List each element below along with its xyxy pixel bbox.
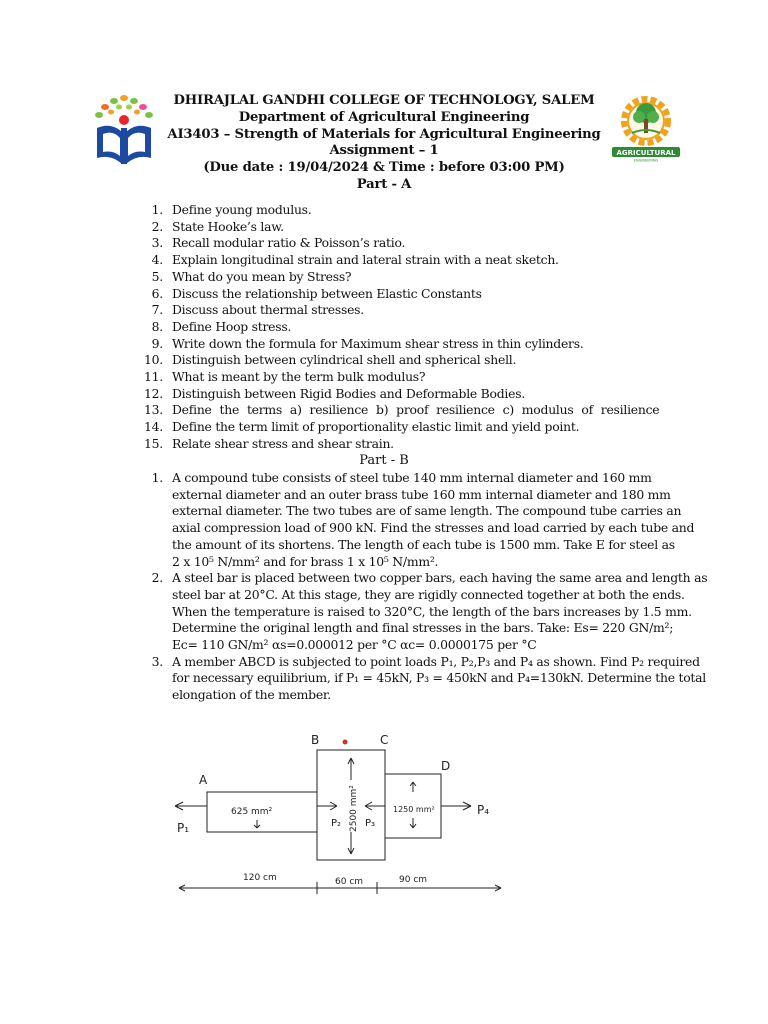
label-len-cd: 90 cm bbox=[399, 875, 428, 885]
question-line: external diameter and an outer brass tube 160 mm internal diameter and 180 mm bbox=[172, 486, 671, 502]
part-b-question bbox=[120, 570, 708, 654]
label-area-cd: 1250 mm² bbox=[393, 805, 435, 814]
question-number: 9. bbox=[151, 335, 163, 351]
question-line: axial compression load of 900 kN. Find the stresses and load carried by each tube and bbox=[172, 520, 695, 536]
question-text: Define Hoop stress. bbox=[172, 318, 292, 334]
question-number: 5. bbox=[151, 268, 163, 284]
assignment-title: Assignment – 1 bbox=[329, 143, 439, 159]
question-text: Discuss about thermal stresses. bbox=[172, 302, 364, 318]
question-text: Define the terms a) resilience b) proof resilience c) modulus of resilience bbox=[172, 402, 660, 418]
question-number: 2. bbox=[151, 570, 163, 586]
question-line: the amount of its shortens. The length of each tube is 1500 mm. Take E for steel as bbox=[172, 536, 675, 552]
part-b-question bbox=[120, 653, 706, 704]
question-line: Ec= 110 GN/m² αs=0.000012 per °C αc= 0.0000175 per °C bbox=[172, 637, 537, 653]
question-number: 10. bbox=[144, 352, 163, 368]
label-b: B bbox=[311, 733, 320, 747]
question-line: external diameter. The two tubes are of same length. The compound tube carries an bbox=[172, 503, 682, 519]
label-a: A bbox=[199, 773, 208, 787]
label-len-ab: 120 cm bbox=[243, 873, 277, 883]
question-number: 1. bbox=[151, 470, 163, 485]
part-a-question bbox=[120, 419, 680, 436]
question-line: A steel bar is placed between two copper bars, each having the same area and length as bbox=[172, 570, 708, 586]
part-a-question bbox=[120, 252, 680, 269]
question-number: 4. bbox=[151, 252, 163, 268]
part-a-question bbox=[120, 202, 680, 219]
question-number: 2. bbox=[151, 218, 163, 234]
question-line: A member ABCD is subjected to point loads P₁, P₂,P₃ and P₄ as shown. Find P₂ required bbox=[172, 653, 700, 669]
part-b-question-list bbox=[120, 470, 708, 704]
label-d: D bbox=[441, 759, 451, 773]
question-text: Distinguish between cylindrical shell and spherical shell. bbox=[172, 352, 517, 368]
part-a-title: Part - A bbox=[356, 176, 412, 192]
question-text: Discuss the relationship between Elastic Constants bbox=[172, 285, 482, 301]
document-header bbox=[0, 93, 768, 194]
question-text bbox=[172, 570, 707, 654]
part-a-question-list bbox=[120, 202, 680, 453]
part-a-question bbox=[120, 235, 680, 252]
question-text: State Hooke’s law. bbox=[172, 218, 284, 234]
question-number: 13. bbox=[144, 402, 163, 418]
department-name: Department of Agricultural Engineering bbox=[238, 109, 530, 125]
question-text: What do you mean by Stress? bbox=[172, 268, 352, 284]
question-text: Define the term limit of proportionality elastic limit and yield point. bbox=[172, 419, 580, 435]
member-abcd-diagram bbox=[165, 720, 525, 910]
question-number: 12. bbox=[144, 385, 163, 401]
part-a-question bbox=[120, 269, 680, 286]
part-a-question bbox=[120, 402, 680, 419]
question-number: 3. bbox=[151, 653, 163, 669]
part-a-question bbox=[120, 369, 680, 386]
logo-banner-text: AGRICULTURAL bbox=[616, 149, 676, 157]
logo-banner-subtext: ENGINEERING bbox=[633, 158, 659, 163]
college-name: DHIRAJLAL GANDHI COLLEGE OF TECHNOLOGY, SALEM bbox=[173, 93, 595, 108]
part-a-question bbox=[120, 219, 680, 236]
question-number: 8. bbox=[151, 318, 163, 334]
course-title: AI3403 – Strength of Materials for Agricultural Engineering bbox=[167, 126, 601, 142]
question-number: 3. bbox=[151, 235, 163, 251]
question-line: for necessary equilibrium, if P₁ = 45kN, P₃ = 450kN and P₄=130kN. Determine the total bbox=[172, 670, 706, 686]
question-text: Write down the formula for Maximum shear stress in thin cylinders. bbox=[172, 335, 584, 351]
question-line: When the temperature is raised to 320°C, the length of the bars increases by 1.5 mm. bbox=[172, 603, 692, 619]
question-number: 15. bbox=[144, 435, 163, 451]
due-date: (Due date : 19/04/2024 & Time : before 03:00 PM) bbox=[203, 160, 565, 176]
label-p3: P₃ bbox=[365, 818, 376, 829]
question-text: Explain longitudinal strain and lateral strain with a neat sketch. bbox=[172, 252, 559, 268]
question-line: Determine the original length and final stresses in the bars. Take: Es= 220 GN/m²; bbox=[172, 620, 674, 636]
label-p2: P₂ bbox=[331, 818, 342, 829]
part-a-question bbox=[120, 352, 680, 369]
question-line: A compound tube consists of steel tube 140 mm internal diameter and 160 mm bbox=[172, 470, 652, 485]
question-line: steel bar at 20°C. At this stage, they are rigidly connected together at both the ends. bbox=[172, 586, 685, 602]
part-a-question bbox=[120, 436, 680, 453]
part-a-question bbox=[120, 302, 680, 319]
part-a-question bbox=[120, 286, 680, 303]
question-number: 6. bbox=[151, 285, 163, 301]
part-a-question bbox=[120, 386, 680, 403]
label-p1: P₁ bbox=[177, 821, 190, 835]
label-area-bc: 2500 mm² bbox=[349, 785, 359, 832]
question-text: Recall modular ratio & Poisson’s ratio. bbox=[172, 235, 406, 251]
question-text: What is meant by the term bulk modulus? bbox=[172, 369, 426, 385]
question-text: Define young modulus. bbox=[172, 202, 312, 217]
label-len-bc: 60 cm bbox=[335, 877, 364, 887]
question-text bbox=[172, 654, 706, 704]
question-line: 2 x 10⁵ N/mm² and for brass 1 x 10⁵ N/mm². bbox=[172, 553, 439, 569]
part-b-question bbox=[120, 470, 695, 570]
question-number: 11. bbox=[144, 369, 163, 385]
part-b-title: Part - B bbox=[359, 453, 409, 468]
part-a-question bbox=[120, 319, 680, 336]
question-text: Relate shear stress and shear strain. bbox=[172, 435, 394, 451]
question-text: Distinguish between Rigid Bodies and Deformable Bodies. bbox=[172, 385, 526, 401]
part-a-question bbox=[120, 336, 680, 353]
question-number: 7. bbox=[151, 302, 163, 318]
label-c: C bbox=[380, 733, 389, 747]
question-number: 14. bbox=[144, 419, 163, 435]
label-area-ab: 625 mm² bbox=[231, 807, 273, 817]
label-p4: P₄ bbox=[477, 803, 490, 817]
question-line: elongation of the member. bbox=[172, 687, 331, 703]
question-number: 1. bbox=[151, 202, 163, 217]
question-text bbox=[172, 470, 694, 570]
